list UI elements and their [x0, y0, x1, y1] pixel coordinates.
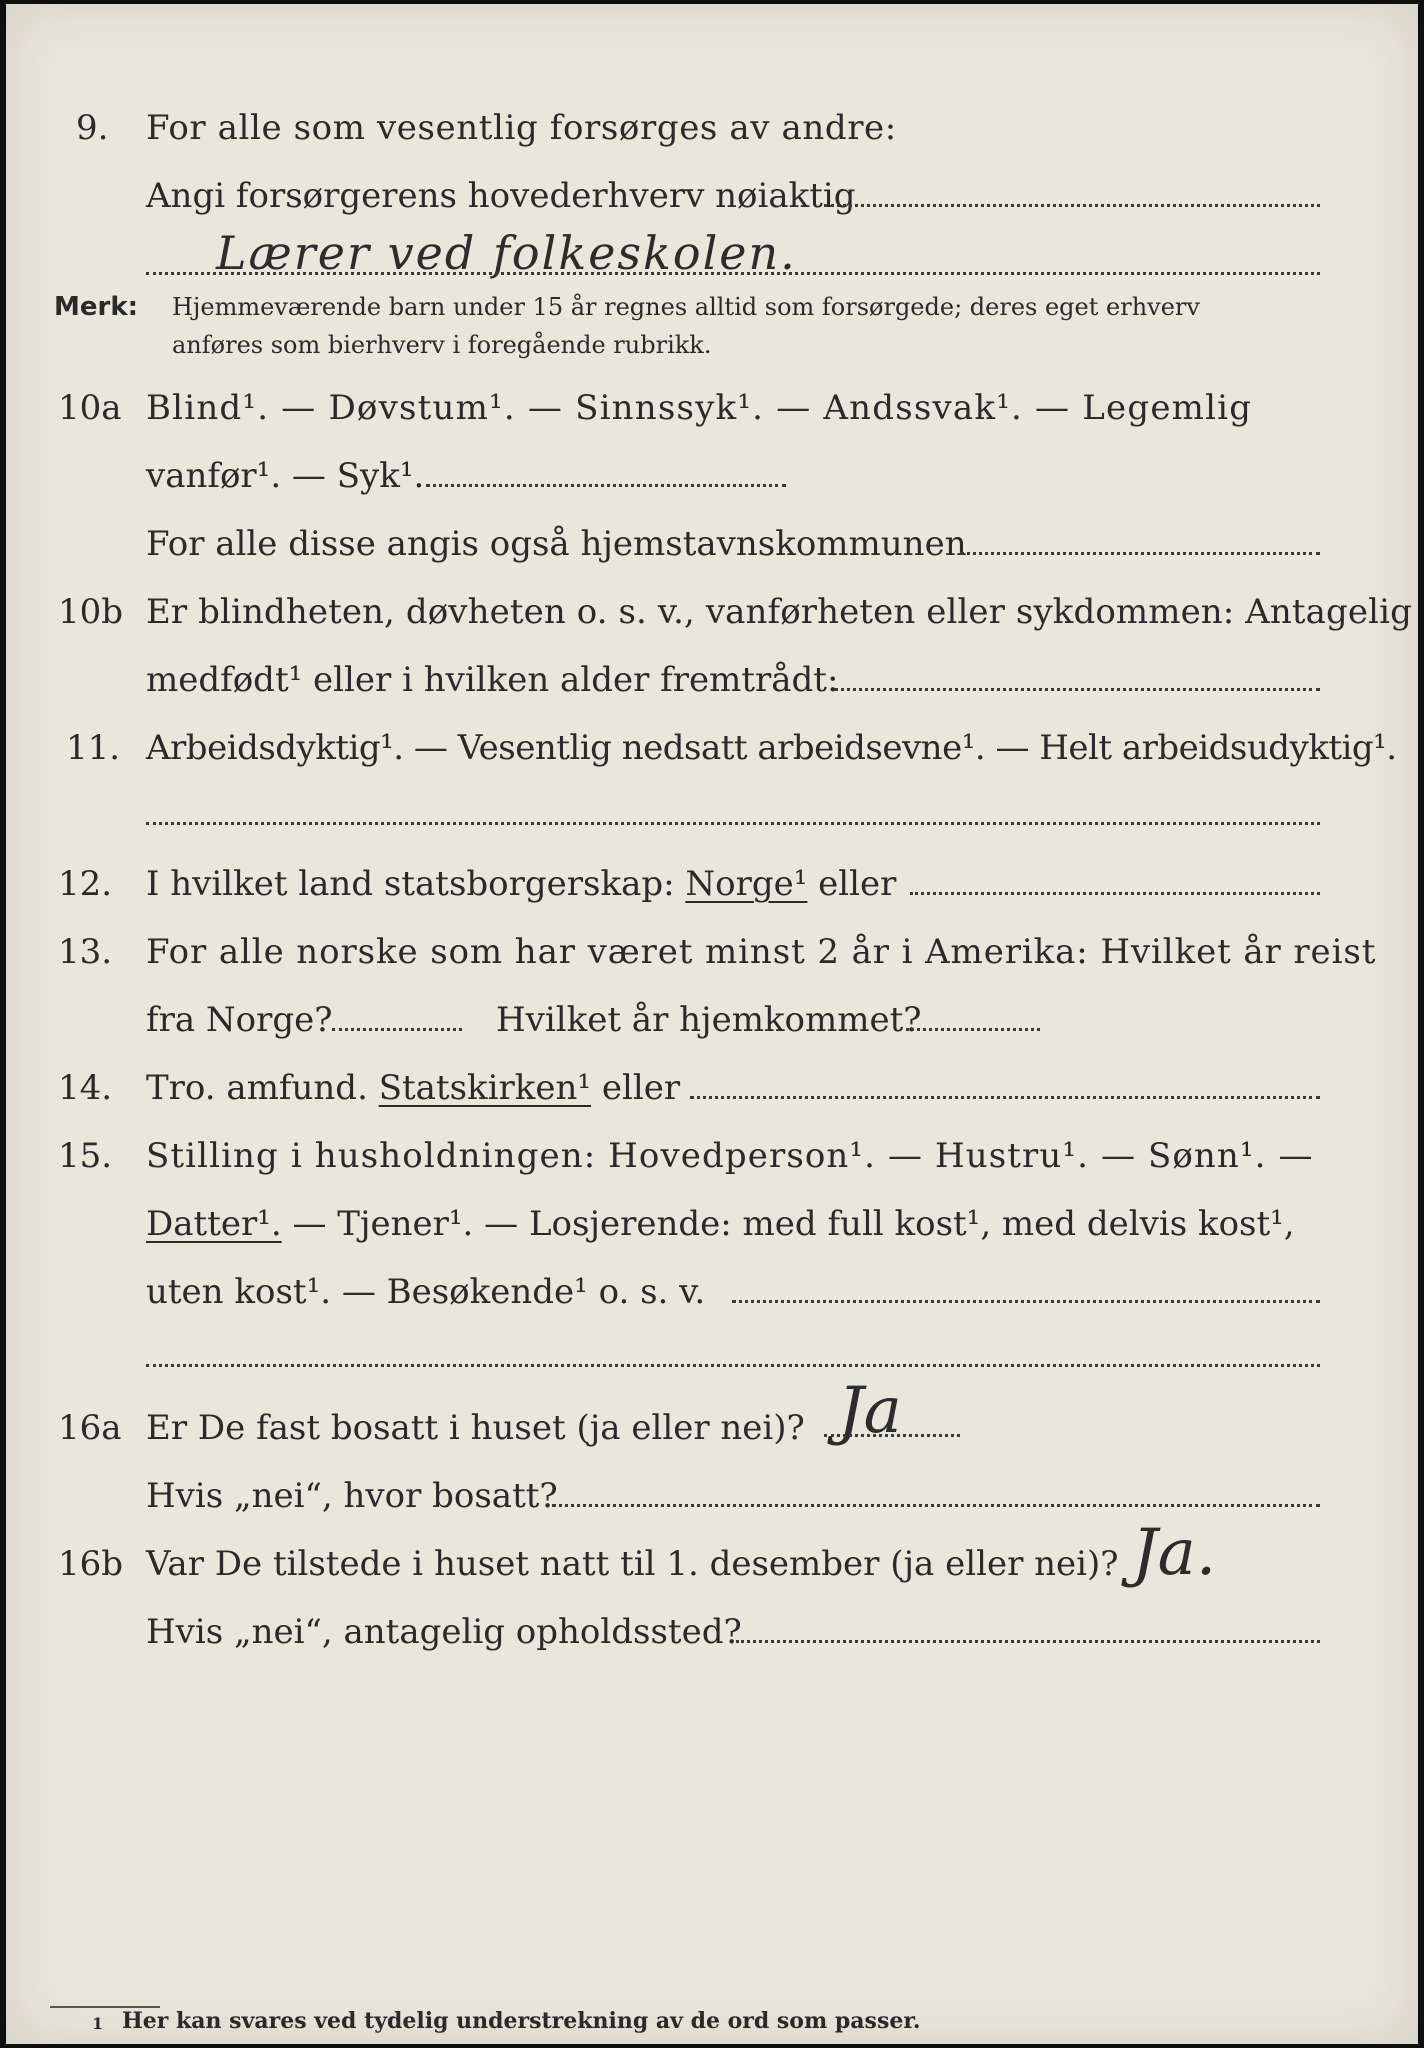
q15-line3: uten kost¹. — Besøkende¹ o. s. v. [146, 1272, 706, 1312]
merk-line1: Hjemmeværende barn under 15 år regnes alltid som forsørgede; deres eget erhverv [172, 293, 1200, 321]
q14-line [146, 1068, 680, 1108]
q13-line1: For alle norske som har været minst 2 år i Amerika: Hvilket år reist [146, 932, 1377, 972]
q15-answer-line[interactable] [732, 1300, 1320, 1303]
q12-choice-norge[interactable]: Norge¹ [685, 864, 808, 904]
q15-number: 15. [58, 1136, 113, 1176]
q16a-number: 16a [58, 1408, 122, 1448]
q11-answer-line[interactable] [146, 822, 1320, 825]
q9-handwritten-answer: Lærer ved folkeskolen. [216, 226, 797, 280]
q13-hjemkommet-line[interactable] [906, 1028, 1040, 1031]
q10a-kommune-line[interactable] [960, 552, 1320, 555]
q16a-line2: Hvis „nei“, hvor bosatt? [146, 1476, 558, 1516]
q10a-number: 10a [58, 388, 122, 428]
q16a-answer-line[interactable] [824, 1434, 960, 1437]
q14-choice-statskirken[interactable]: Statskirken¹ [378, 1068, 592, 1108]
q9-answer-line[interactable] [824, 204, 1320, 207]
q10a-answer-line[interactable] [426, 484, 786, 487]
q10b-line1: Er blindheten, døvheten o. s. v., vanførheten eller sykdommen: Antagelig [146, 592, 1412, 632]
q14-answer-line[interactable] [690, 1096, 1320, 1099]
q13-reist-line[interactable] [332, 1028, 462, 1031]
q14-number: 14. [58, 1068, 113, 1108]
q16b-handwritten-answer: Ja. [1132, 1516, 1217, 1590]
merk-line2: anføres som bierhverv i foregående rubrikk. [172, 331, 712, 359]
q12-number: 12. [58, 864, 113, 904]
footnote-mark: 1 [92, 2014, 104, 2033]
q14-suffix: eller [591, 1068, 681, 1108]
q11-number: 11. [66, 728, 121, 768]
q16a-handwritten-answer: Ja [838, 1374, 902, 1448]
q9-number: 9. [76, 108, 109, 148]
q16b-line2: Hvis „nei“, antagelig opholdssted? [146, 1612, 742, 1652]
q15-answer-line-2[interactable] [146, 1364, 1320, 1367]
q14-prefix: Tro. amfund. [146, 1068, 379, 1108]
q9-answer-line-2[interactable] [146, 272, 1320, 275]
q12-answer-line[interactable] [910, 892, 1320, 895]
q13-number: 13. [58, 932, 113, 972]
q13-line2a: fra Norge? [146, 1000, 333, 1040]
q15-line2-rest: — Tjener¹. — Losjerende: med full kost¹, med delvis kost¹, [281, 1204, 1295, 1244]
q16b-line1: Var De tilstede i huset natt til 1. desember (ja eller nei)? [146, 1544, 1119, 1584]
merk-label: Merk: [54, 292, 139, 322]
q10a-line2: vanfør¹. — Syk¹. [146, 456, 425, 496]
q16b-number: 16b [58, 1544, 124, 1584]
q9-line1: For alle som vesentlig forsørges av andre: [146, 108, 897, 148]
q9-line2: Angi forsørgerens hovederhverv nøiaktig [146, 176, 856, 216]
q11-line1: Arbeidsdyktig¹. — Vesentlig nedsatt arbeidsevne¹. — Helt arbeidsudyktig¹. [146, 728, 1397, 768]
q16a-bosatt-line[interactable] [552, 1504, 1320, 1507]
q15-choice-datter[interactable]: Datter¹. [146, 1204, 282, 1244]
q12-suffix: eller [807, 864, 897, 904]
q16b-opholdssted-line[interactable] [736, 1640, 1320, 1643]
q12-prefix: I hvilket land statsborgerskap: [146, 864, 686, 904]
q13-line2b: Hvilket år hjemkommet? [496, 1000, 922, 1040]
q10b-line2: medfødt¹ eller i hvilken alder fremtrådt: [146, 660, 839, 700]
q10b-number: 10b [58, 592, 124, 632]
q10a-line1: Blind¹. — Døvstum¹. — Sinnssyk¹. — Andssvak¹. — Legemlig [146, 388, 1253, 428]
q15-line1: Stilling i husholdningen: Hovedperson¹. — Hustru¹. — Sønn¹. — [146, 1136, 1314, 1176]
footnote-text: Her kan svares ved tydelig understrekning av de ord som passer. [122, 2008, 921, 2034]
q10b-answer-line[interactable] [834, 688, 1320, 691]
q12-line [146, 864, 896, 904]
form-page [6, 4, 1418, 2044]
q15-line2 [146, 1204, 1295, 1244]
q16a-line1: Er De fast bosatt i huset (ja eller nei)? [146, 1408, 805, 1448]
q10a-line3: For alle disse angis også hjemstavnskommunen [146, 524, 967, 564]
